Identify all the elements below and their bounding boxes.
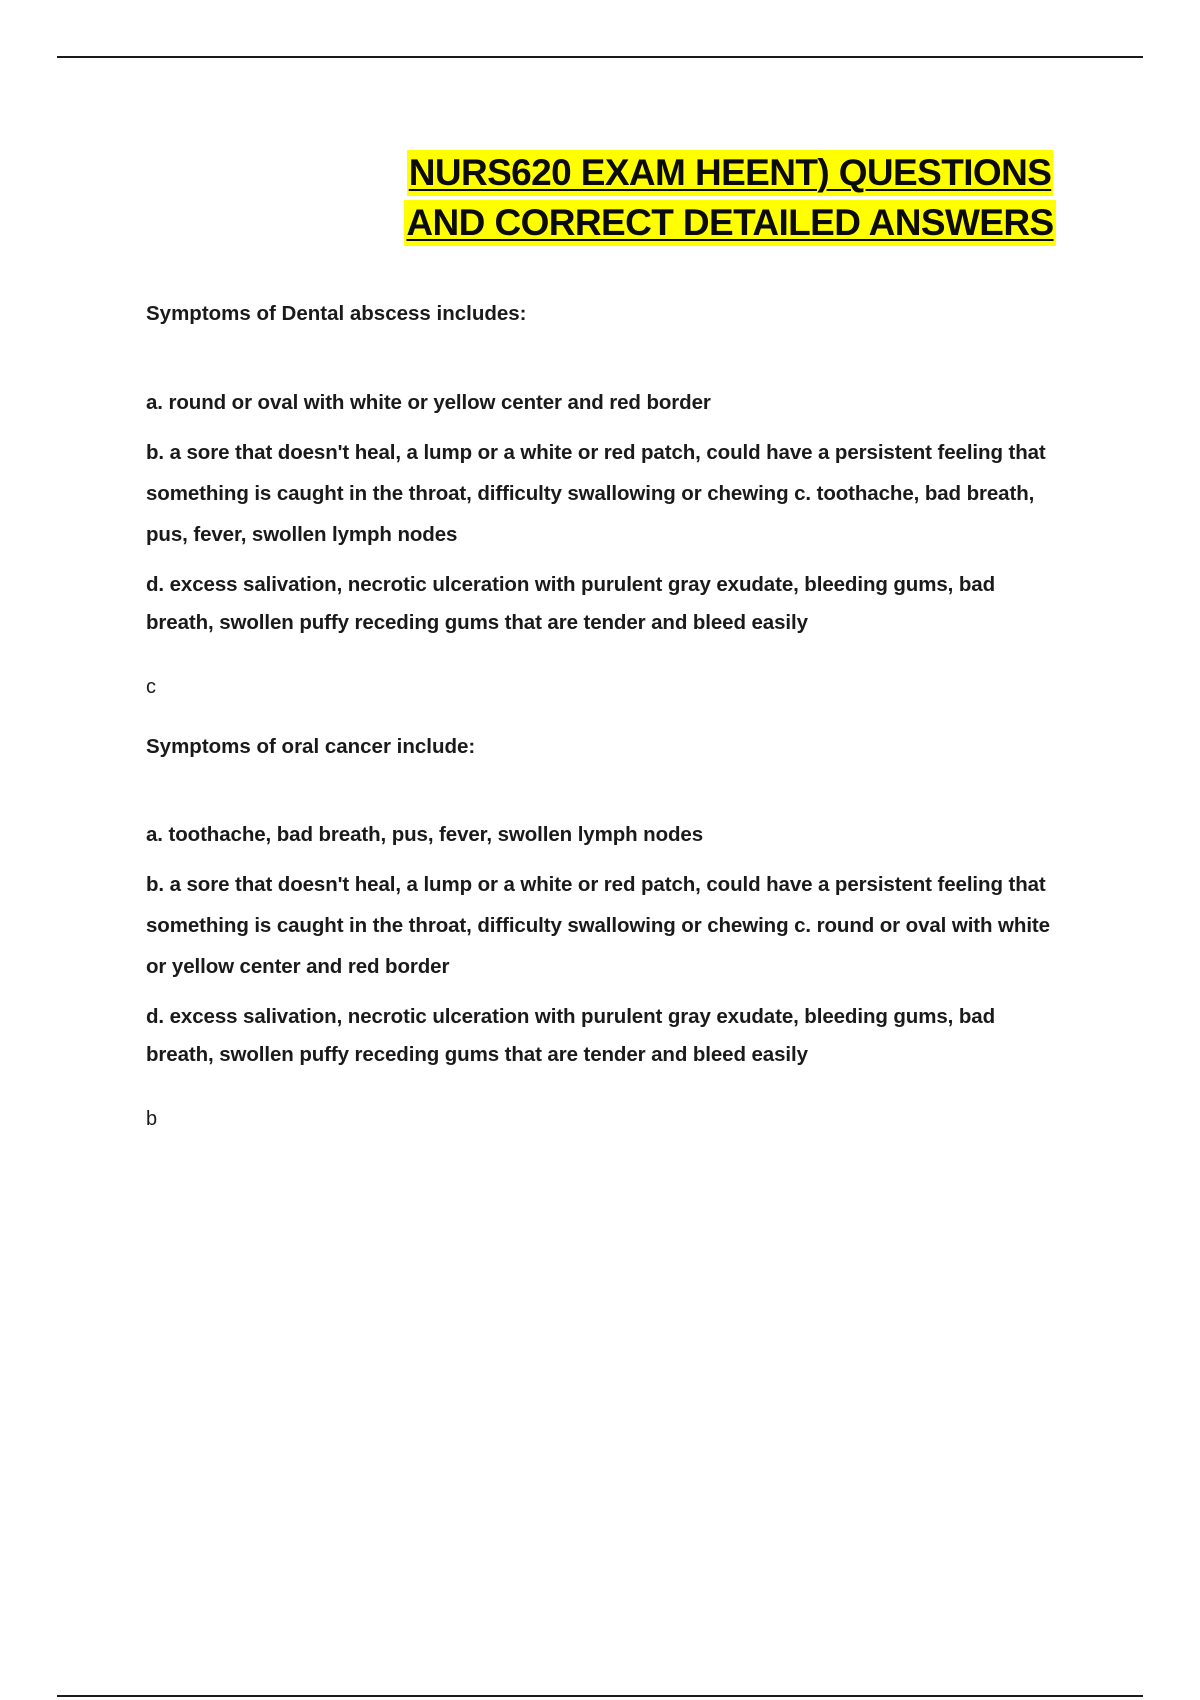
question-1-option-d: d. excess salivation, necrotic ulceration with purulent gray exudate, bleeding gums, bad breath, swollen puffy receding gums that are tender and bleed easily <box>146 573 995 634</box>
question-2-option-b-c: b. a sore that doesn't heal, a lump or a white or red patch, could have a persistent feeling that something is caught in the throat, difficulty swallowing or chewing c. round or oval with white or yellow center and red border <box>146 873 1050 978</box>
question-2-prompt: Symptoms of oral cancer include: <box>146 735 476 758</box>
question-2-answer: b <box>146 1108 158 1130</box>
question-1-prompt: Symptoms of Dental abscess includes: <box>146 302 527 325</box>
document-title <box>380 150 1080 250</box>
top-rule <box>57 56 1143 58</box>
question-2-option-d: d. excess salivation, necrotic ulceration with purulent gray exudate, bleeding gums, bad breath, swollen puffy receding gums that are tender and bleed easily <box>146 1005 995 1066</box>
question-1-option-a: a. round or oval with white or yellow center and red border <box>146 391 711 414</box>
question-2-option-a: a. toothache, bad breath, pus, fever, swollen lymph nodes <box>146 823 704 846</box>
question-1-option-b-c: b. a sore that doesn't heal, a lump or a white or red patch, could have a persistent feeling that something is caught in the throat, difficulty swallowing or chewing c. toothache, bad breath, pus, fever, swollen lymph nodes <box>146 441 1046 546</box>
bottom-rule <box>57 1695 1143 1697</box>
title-line-1: NURS620 EXAM HEENT) QUESTIONS <box>407 150 1054 196</box>
question-1-answer: c <box>146 676 156 698</box>
title-line-2: AND CORRECT DETAILED ANSWERS <box>404 200 1055 246</box>
